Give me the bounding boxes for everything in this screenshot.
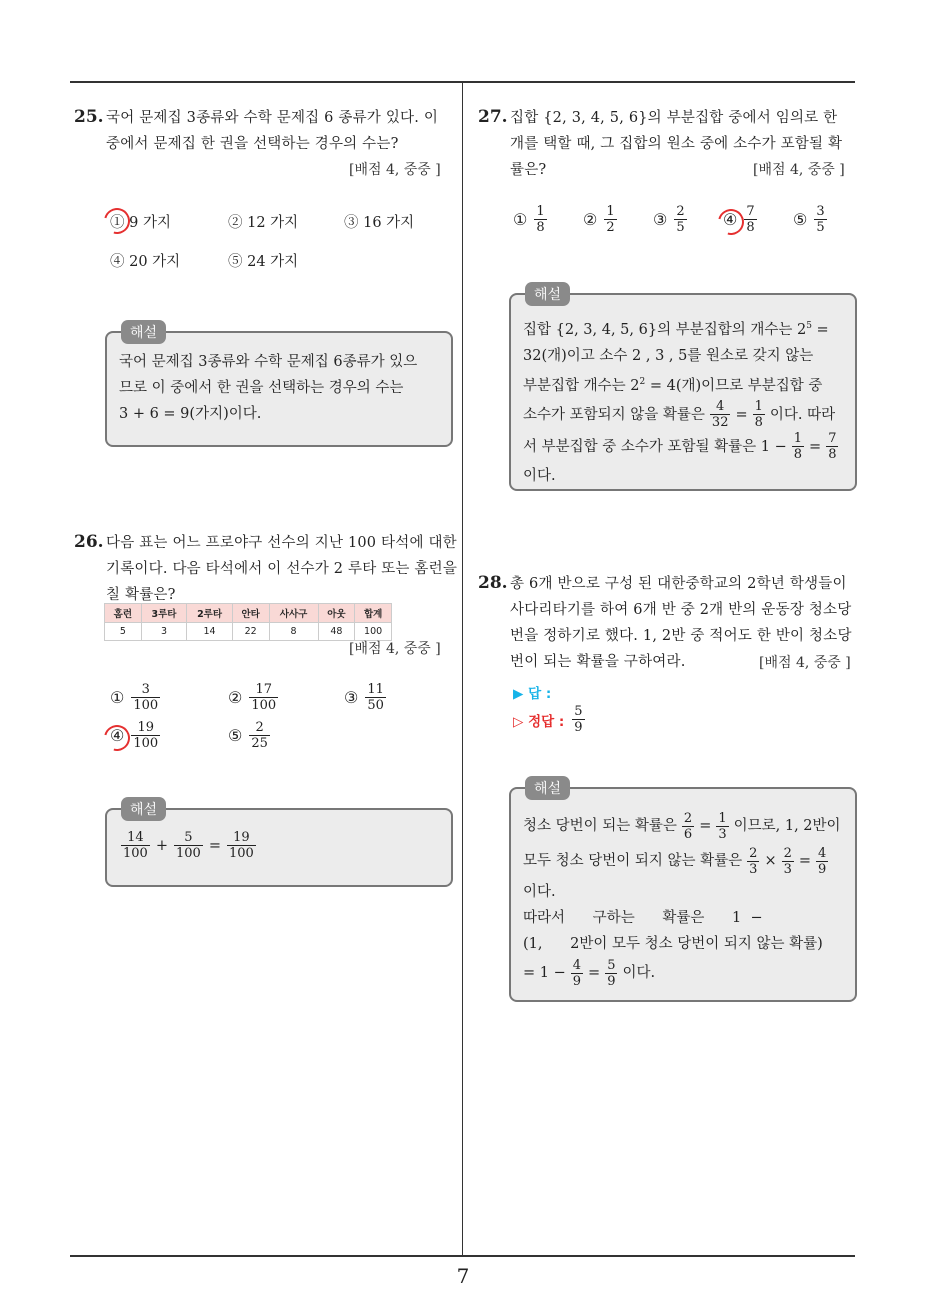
- fraction: [131, 682, 160, 713]
- fraction: [121, 830, 150, 861]
- text: = 1 −: [523, 965, 566, 981]
- q28-line4: 번이 되는 확률을 구하여라.: [510, 654, 686, 670]
- q27-line2: 개를 택할 때, 그 집합의 원소 중에 소수가 포함될 확: [510, 136, 843, 152]
- denominator: 32: [711, 415, 729, 431]
- plus-sign: +: [155, 837, 168, 854]
- q28-line1: 총 6개 반으로 구성 된 대한중학교의 2학년 학생들이: [510, 576, 847, 592]
- denominator: 25: [251, 736, 268, 751]
- q28-score: [배점 4, 중중 ]: [759, 655, 851, 671]
- table-cell: 5: [105, 623, 142, 641]
- q25-text: [106, 105, 456, 157]
- numerator: 2: [255, 720, 264, 735]
- denominator: 9: [607, 973, 616, 989]
- fraction: [131, 720, 160, 751]
- q26-option-2[interactable]: [228, 682, 280, 713]
- numerator: 7: [746, 204, 755, 219]
- q28-number: 28.: [478, 573, 508, 593]
- page-number: 7: [456, 1264, 470, 1288]
- explanation-tag: 해설: [121, 797, 166, 821]
- option-number: ②: [583, 210, 598, 229]
- fraction: [534, 204, 546, 235]
- q26-text: [106, 530, 458, 608]
- fraction: [604, 204, 616, 235]
- numerator: 4: [818, 845, 827, 861]
- column-divider: [462, 82, 463, 1256]
- q28-line3: 번을 정하기로 했다. 1, 2반 중 적어도 한 반이 청소당: [510, 628, 852, 644]
- fraction: [249, 682, 278, 713]
- numerator: 5: [184, 830, 193, 845]
- q26-explain-equation: [119, 830, 258, 861]
- numerator: 1: [793, 431, 803, 447]
- table-header: 아웃: [318, 604, 355, 623]
- correct-answer-label: ▷ 정답 :: [513, 713, 565, 730]
- answer-input-label[interactable]: ▶ 답 :: [513, 686, 552, 702]
- q26-option-5[interactable]: [228, 720, 272, 751]
- denominator: 8: [536, 220, 545, 235]
- numerator: 3: [141, 682, 150, 697]
- numerator: 2: [683, 810, 693, 826]
- numerator: 17: [255, 682, 273, 697]
- text: 모두 청소 당번이 되지 않는 확률은: [523, 853, 743, 869]
- fraction: [674, 204, 686, 235]
- q26-option-3[interactable]: [344, 682, 388, 713]
- q28-line2: 사다리타기를 하여 6개 반 중 2개 반의 운동장 청소당: [510, 602, 852, 618]
- q26-score: [배점 4, 중중 ]: [349, 641, 441, 657]
- numerator: 1: [718, 810, 727, 826]
- denominator: 3: [718, 826, 727, 842]
- q26-line3: 칠 확률은?: [106, 587, 176, 603]
- option-number: ②: [228, 688, 243, 707]
- text: 집합 {2, 3, 4, 5, 6}의 부분집합의 개수는 2: [523, 321, 807, 338]
- q25-score: [배점 4, 중중 ]: [349, 162, 441, 178]
- q28-explain-line: 이다.: [523, 884, 556, 900]
- numerator: 19: [233, 830, 250, 845]
- q26-explanation-box: [105, 802, 453, 887]
- q28-explain-line: [523, 809, 853, 843]
- q25-option-5[interactable]: ⑤ 24 가지: [228, 254, 299, 270]
- numerator: 11: [367, 682, 384, 697]
- numerator: 2: [783, 845, 792, 861]
- q25-option-3[interactable]: ③ 16 가지: [344, 215, 415, 231]
- fraction: [365, 682, 386, 713]
- text: 서 부분집합 중 소수가 포함될 확률은 1 −: [523, 438, 787, 455]
- denominator: 6: [683, 826, 693, 842]
- denominator: 9: [572, 973, 582, 989]
- q27-number: 27.: [478, 107, 508, 127]
- explanation-tag: 해설: [121, 320, 166, 344]
- fraction: [792, 431, 804, 462]
- q25-explain-line: 국어 문제집 3종류와 수학 문제집 6종류가 있으: [119, 354, 418, 370]
- table-header: 3루타: [141, 604, 187, 623]
- denominator: 100: [133, 698, 159, 713]
- q27-explain-line: [523, 369, 853, 399]
- q28-explanation-box: [509, 781, 857, 1002]
- q25-line2: 중에서 문제집 한 권을 선택하는 경우의 수는?: [106, 136, 399, 152]
- q27-explain-line: [523, 313, 853, 343]
- q25-option-4[interactable]: ④ 20 가지: [110, 254, 181, 270]
- denominator: 8: [746, 220, 755, 235]
- equals-sign: =: [798, 853, 812, 869]
- option-number: ④: [723, 210, 738, 229]
- fraction: [227, 830, 256, 861]
- equals-sign: =: [588, 965, 601, 981]
- denominator: 100: [228, 846, 254, 861]
- denominator: 3: [749, 861, 758, 877]
- text: =: [811, 321, 829, 338]
- denominator: 5: [676, 220, 685, 235]
- numerator: 4: [716, 399, 725, 415]
- q27-score: [배점 4, 중중 ]: [753, 162, 845, 178]
- fraction: [814, 204, 826, 235]
- bottom-rule: [70, 1255, 855, 1257]
- numerator: 4: [572, 957, 582, 973]
- denominator: 8: [754, 415, 763, 431]
- explanation-tag: 해설: [525, 282, 570, 306]
- numerator: 1: [754, 399, 763, 415]
- q25-explanation-box: [105, 325, 453, 447]
- table-header: 2루타: [187, 604, 233, 623]
- numerator: 3: [816, 204, 825, 219]
- exponent: 2: [639, 376, 646, 387]
- text: 부분집합 개수는 2: [523, 377, 640, 394]
- equals-sign: =: [809, 438, 822, 455]
- denominator: 2: [606, 220, 615, 235]
- q27-explain-line: [523, 431, 853, 463]
- numerator: 5: [574, 704, 583, 719]
- option-number: ③: [344, 688, 359, 707]
- q25-explain-line: 므로 이 중에서 한 권을 선택하는 경우의 수는: [119, 380, 404, 396]
- denominator: 3: [783, 861, 792, 877]
- table-header: 사사구: [269, 604, 318, 623]
- denominator: 100: [123, 846, 148, 861]
- q27-option-3[interactable]: [653, 204, 689, 235]
- text: 소수가 포함되지 않을 확률은: [523, 406, 705, 423]
- fraction: [572, 704, 584, 735]
- fraction: [782, 846, 794, 877]
- numerator: 5: [607, 957, 616, 973]
- option-number: ⑤: [793, 210, 808, 229]
- table-cell: 8: [269, 623, 318, 641]
- q27-explanation-box: [509, 287, 857, 491]
- q26-line2: 기록이다. 다음 타석에서 이 선수가 2 루타 또는 홈런을: [106, 561, 458, 577]
- denominator: 100: [175, 846, 201, 861]
- table-header: 안타: [232, 604, 269, 623]
- numerator: 14: [127, 830, 144, 845]
- option-number: ①: [110, 688, 125, 707]
- fraction: [682, 811, 694, 842]
- q26-line1: 다음 표는 어느 프로야구 선수의 지난 100 타석에 대한: [106, 535, 457, 551]
- q25-explain-line: 3 + 6 = 9(가지)이다.: [119, 406, 262, 422]
- table-cell: 48: [318, 623, 355, 641]
- numerator: 1: [606, 204, 615, 219]
- q25-option-1[interactable]: ① 9 가지: [110, 215, 171, 231]
- numerator: 1: [536, 204, 545, 219]
- numerator: 2: [749, 845, 758, 861]
- text: = 4(개)이므로 부분집합 중: [645, 377, 823, 394]
- option-number: ①: [513, 210, 528, 229]
- q27-option-5[interactable]: [793, 204, 829, 235]
- denominator: 100: [133, 736, 159, 751]
- denominator: 9: [574, 720, 583, 735]
- denominator: 50: [367, 698, 384, 713]
- q27-line3: 률은?: [510, 162, 547, 178]
- explanation-tag: 해설: [525, 776, 570, 800]
- denominator: 9: [818, 861, 827, 877]
- denominator: 100: [251, 698, 277, 713]
- q27-explain-line: [523, 399, 853, 431]
- option-number: ④: [110, 726, 125, 745]
- text: 이다.: [622, 965, 656, 981]
- q27-option-2[interactable]: [583, 204, 619, 235]
- q28-explain-line: 따라서 구하는 확률은 1 −: [523, 910, 763, 926]
- equals-sign: =: [699, 818, 712, 834]
- denominator: 8: [793, 447, 803, 463]
- table-header: 합계: [355, 604, 392, 623]
- fraction: [826, 431, 838, 462]
- q26-option-1[interactable]: [110, 682, 162, 713]
- fraction: [571, 958, 583, 989]
- batting-record-table: [104, 603, 392, 641]
- q27-option-1[interactable]: [513, 204, 549, 235]
- text: 청소 당번이 되는 확률은: [523, 818, 677, 834]
- option-number: ⑤: [228, 726, 243, 745]
- answer-mark-icon: [99, 203, 135, 239]
- q28-explain-line: [523, 843, 853, 879]
- fraction: [605, 958, 617, 989]
- equals-sign: =: [735, 406, 748, 423]
- q26-number: 26.: [74, 532, 104, 552]
- times-sign: ×: [764, 853, 777, 869]
- q27-explain-line: 이다.: [523, 467, 556, 484]
- fraction: [747, 846, 759, 877]
- fraction: [710, 399, 731, 430]
- table-header: 홈런: [105, 604, 142, 623]
- q28-explain-line: (1, 2반이 모두 청소 당번이 되지 않는 확률): [523, 936, 823, 952]
- denominator: 5: [816, 220, 825, 235]
- equals-sign: =: [208, 837, 221, 854]
- table-cell: 22: [232, 623, 269, 641]
- fraction: [174, 830, 203, 861]
- text: 이다. 따라: [769, 406, 836, 423]
- exponent: 5: [806, 321, 812, 331]
- fraction: [744, 204, 756, 235]
- option-number: ③: [653, 210, 668, 229]
- fraction: [716, 811, 728, 842]
- table-cell: 3: [141, 623, 187, 641]
- q25-option-2[interactable]: ② 12 가지: [228, 215, 299, 231]
- fraction: [249, 720, 270, 751]
- q27-explain-line: 32(개)이고 소수 2 , 3 , 5를 원소로 갖지 않는: [523, 347, 814, 364]
- table-cell: 14: [187, 623, 233, 641]
- fraction: [753, 399, 765, 430]
- q25-number: 25.: [74, 107, 104, 127]
- numerator: 2: [676, 204, 685, 219]
- q28-explain-line: [523, 957, 853, 989]
- q27-line1: 집합 {2, 3, 4, 5, 6}의 부분집합 중에서 임의로 한: [510, 110, 838, 126]
- table-cell: 100: [355, 623, 392, 641]
- denominator: 8: [828, 447, 837, 463]
- numerator: 7: [828, 431, 837, 447]
- text: 이므로, 1, 2반이: [733, 818, 841, 834]
- fraction: [816, 846, 828, 877]
- correct-answer: [513, 704, 587, 735]
- numerator: 19: [137, 720, 155, 735]
- q25-line1: 국어 문제집 3종류와 수학 문제집 6 종류가 있다. 이: [106, 110, 439, 126]
